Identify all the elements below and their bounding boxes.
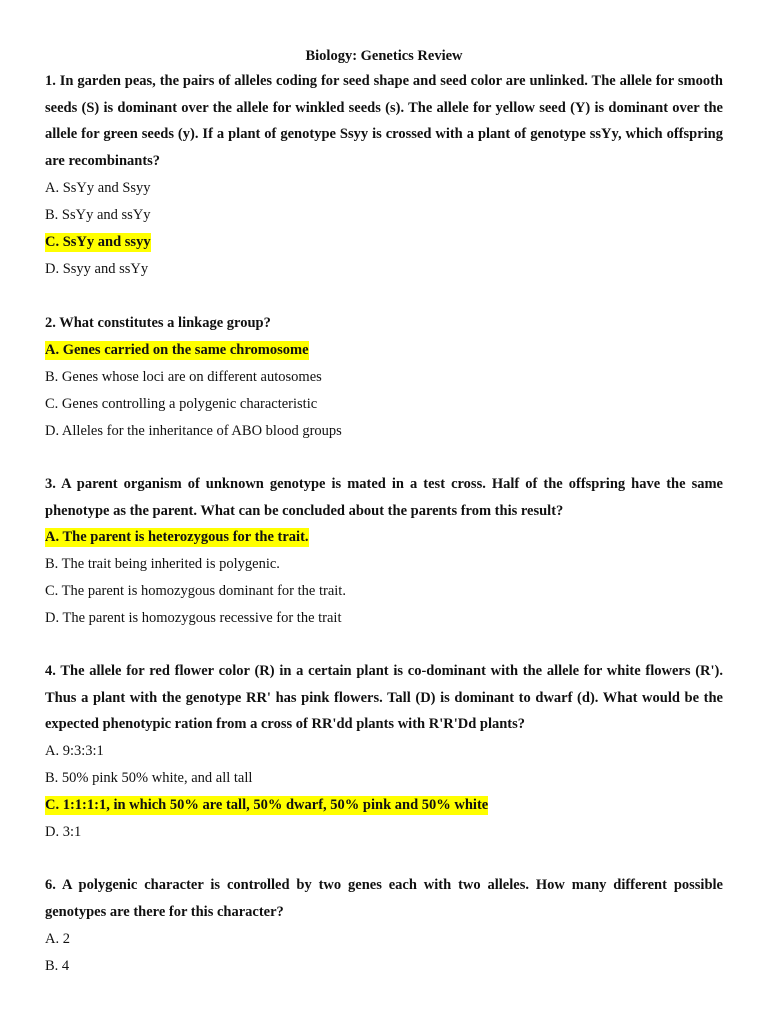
question-4-option-c-correct	[45, 795, 488, 815]
question-4-stem: 4. The allele for red flower color (R) in a certain plant is co-dominant with the allele for white flowers (R'). Thus a plant with the genotype RR' has pink flowers. Tall (D) is dominant to dwarf (d). What would be the expected phenotypic ration from a cross of RR'dd plants with R'R'Dd plants?	[45, 663, 723, 733]
question-2-option-d: D. Alleles for the inheritance of ABO blood groups	[45, 423, 342, 439]
answer-highlight: C. 1:1:1:1, in which 50% are tall, 50% dwarf, 50% pink and 50% white	[45, 797, 489, 813]
question-4-option-d: D. 3:1	[45, 824, 82, 840]
question-4-option-a: A. 9:3:3:1	[45, 743, 104, 759]
question-2-option-b: B. Genes whose loci are on different autosomes	[45, 369, 322, 385]
answer-highlight: A. Genes carried on the same chromosome	[45, 342, 309, 358]
question-6-option-a: A. 2	[45, 931, 70, 947]
question-3-option-c: C. The parent is homozygous dominant for the trait.	[45, 583, 346, 599]
question-6-option-b: B. 4	[45, 958, 70, 974]
question-1-option-b: B. SsYy and ssYy	[45, 207, 151, 223]
question-3-stem: 3. A parent organism of unknown genotype is mated in a test cross. Half of the offspring have the same phenotype as the parent. What can be concluded about the parents from this result?	[45, 476, 723, 519]
page-title: Biology: Genetics Review	[305, 48, 463, 64]
question-6-stem: 6. A polygenic character is controlled by two genes each with two alleles. How many different possible genotypes are there for this character?	[45, 877, 723, 920]
question-1-option-d: D. Ssyy and ssYy	[45, 261, 149, 277]
question-1-option-c-correct	[45, 232, 151, 252]
question-3-option-b: B. The trait being inherited is polygenic.	[45, 556, 280, 572]
question-2-option-a-correct	[45, 340, 309, 360]
question-4-option-b: B. 50% pink 50% white, and all tall	[45, 770, 253, 786]
question-1-option-a: A. SsYy and Ssyy	[45, 180, 151, 196]
question-3-option-a-correct	[45, 527, 309, 547]
question-1-stem: 1. In garden peas, the pairs of alleles coding for seed shape and seed color are unlinked. The allele for smooth seeds (S) is dominant over the allele for winkled seeds (s). The allele for yellow seed (Y) is dominant over the allele for green seeds (y). If a plant of genotype Ssyy is crossed with a plant of genotype ssYy, which offspring are recombinants?	[45, 73, 723, 170]
answer-highlight: C. SsYy and ssyy	[45, 234, 151, 250]
question-3-option-d: D. The parent is homozygous recessive for the trait	[45, 610, 342, 626]
answer-highlight: A. The parent is heterozygous for the trait.	[45, 529, 309, 545]
question-2-option-c: C. Genes controlling a polygenic characteristic	[45, 396, 318, 412]
question-2-stem: 2. What constitutes a linkage group?	[45, 315, 271, 331]
